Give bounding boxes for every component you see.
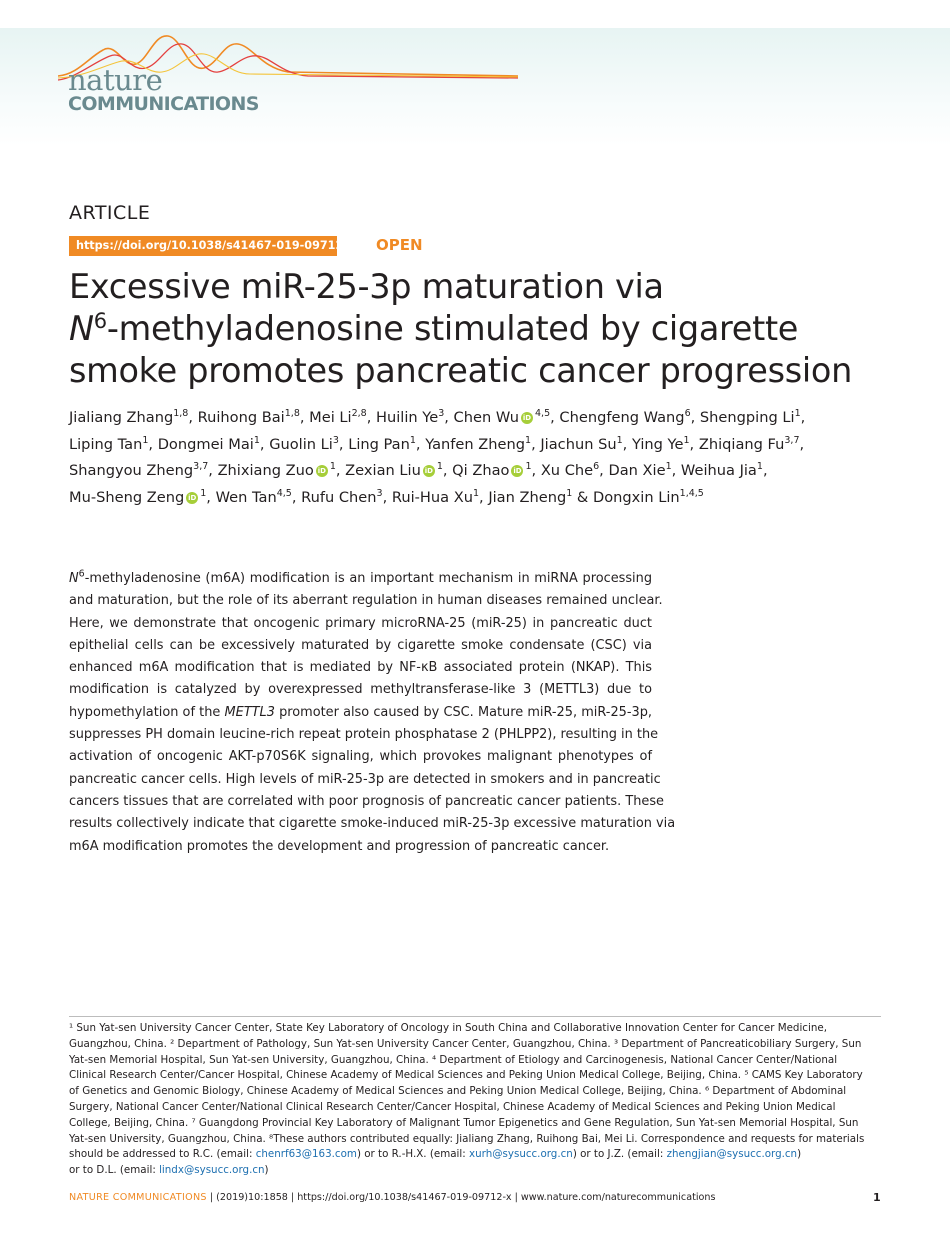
author-list xyxy=(69,405,899,511)
gene-name: METTL3 xyxy=(224,704,275,720)
author-name-text: Jialiang Zhang xyxy=(69,409,174,426)
page-footer xyxy=(69,1192,881,1204)
author-name-text: Chen Wu xyxy=(453,409,520,426)
corr-text: ) xyxy=(264,1164,269,1177)
abstract-text: cancers tissues that are correlated with poor prognosis of pancreatic cancer patients. These xyxy=(69,793,664,809)
author-name[interactable] xyxy=(593,489,704,506)
author-name-text: Rui-Hua Xu xyxy=(391,488,473,506)
page-number: 1 xyxy=(873,1191,881,1204)
author-name-text: Guolin Li xyxy=(269,435,333,453)
author-name-text: Huilin Ye xyxy=(375,409,439,426)
affiliations xyxy=(69,1021,881,1179)
author-name-text: Mei Li xyxy=(309,409,352,426)
author-affiliation-sup: 4,5 xyxy=(276,487,292,499)
author-name[interactable] xyxy=(454,409,551,426)
affiliation-line: Guangzhou, China. ² Department of Pathology, Sun Yat-sen University Cancer Center, Guangzhou, China. ³ Department of Pancreaticobiliary Surgery, Sun xyxy=(69,1037,862,1050)
author-name-text: Shangyou Zheng xyxy=(69,462,194,479)
orcid-icon[interactable]: iD xyxy=(188,493,197,502)
abstract-italic-n: N xyxy=(69,571,79,586)
abstract-text: pancreatic cancer cells. High levels of miR-25-3p are detected in smokers and in pancreatic xyxy=(69,771,661,787)
author-name-text: Ling Pan xyxy=(348,435,410,453)
author-name[interactable] xyxy=(376,409,444,426)
abstract-superscript: 6 xyxy=(78,568,85,580)
author-name[interactable] xyxy=(488,489,572,506)
author-affiliation-sup: 1 xyxy=(472,487,480,499)
author-name-text: Wen Tan xyxy=(215,488,277,506)
correspondence-line xyxy=(69,1163,881,1179)
author-name-text: Shengping Li xyxy=(699,409,795,426)
affiliation-line: Surgery, National Cancer Center/National Clinical Research Center/Cancer Hospital, Chinese Academy of Medical Sciences and Peking Union Medical xyxy=(69,1100,836,1113)
email-link[interactable]: lindx@sysucc.org.cn xyxy=(159,1164,265,1177)
abstract-line xyxy=(69,791,664,813)
abstract-text: epithelial cells can be excessively maturated by cigarette smoke condensate (CSC) via xyxy=(69,637,652,653)
author-affiliation-sup: 3 xyxy=(376,487,383,499)
abstract-text: -methyladenosine (m6A) modification is an important mechanism in miRNA processing xyxy=(84,571,652,586)
author-affiliation-sup: 1 xyxy=(200,487,207,499)
author-name-text: Dongmei Mai xyxy=(157,435,254,453)
corr-text: should be addressed to R.C. (email: xyxy=(69,1148,256,1161)
email-link[interactable]: zhengjian@sysucc.org.cn xyxy=(666,1148,798,1161)
author-affiliation-sup: 4,5 xyxy=(535,408,551,420)
orcid-icon[interactable]: iD xyxy=(424,467,433,475)
abstract-line xyxy=(69,724,659,746)
abstract-text: suppresses PH domain leucine-rich repeat protein phosphatase 2 (PHLPP2), resulting in the xyxy=(69,727,659,743)
title-line: Excessive miR-25-3p maturation via xyxy=(69,267,664,306)
author-affiliation-sup: 1 xyxy=(683,434,690,446)
author-affiliation-sup: 1 xyxy=(253,434,260,446)
author-affiliation-sup: 6 xyxy=(684,408,691,420)
abstract-text: modification is catalyzed by overexpressed methyltransferase-like 3 (METTL3) due to xyxy=(69,682,652,698)
author-name[interactable] xyxy=(452,462,531,479)
author-name[interactable] xyxy=(345,462,443,479)
author-name-text: Jian Zheng xyxy=(488,488,567,506)
corr-text: ) xyxy=(797,1148,802,1161)
author-affiliation-sup: 1 xyxy=(436,461,443,473)
article-title xyxy=(69,266,889,392)
author-name[interactable] xyxy=(608,462,671,479)
author-name-text: Jiachun Su xyxy=(540,435,617,453)
author-affiliation-sup: 3,7 xyxy=(193,461,209,473)
abstract-text: m6A modification promotes the development and progression of pancreatic cancer. xyxy=(69,838,610,854)
author-name-text: Zexian Liu xyxy=(345,462,421,479)
author-name[interactable] xyxy=(269,436,339,453)
abstract-line xyxy=(69,679,652,701)
author-affiliation-sup: 1,8 xyxy=(173,408,189,420)
author-name[interactable] xyxy=(198,409,300,426)
author-affiliation-sup: 1 xyxy=(409,434,416,446)
author-name[interactable] xyxy=(69,409,188,426)
logo-nature-text: nature xyxy=(68,63,163,97)
author-affiliation-sup: 1 xyxy=(756,461,763,473)
author-affiliation-sup: 1 xyxy=(329,461,336,473)
author-name[interactable] xyxy=(541,462,599,479)
author-name[interactable] xyxy=(700,409,801,426)
author-name-text: Zhixiang Zuo xyxy=(217,462,314,479)
title-line xyxy=(69,308,889,350)
author-name[interactable] xyxy=(69,489,206,506)
author-name-text: Qi Zhao xyxy=(452,462,510,479)
abstract-line xyxy=(69,769,661,791)
orcid-icon[interactable]: iD xyxy=(513,467,522,475)
corr-text: or to D.L. (email: xyxy=(69,1164,160,1177)
author-name-text: Ying Ye xyxy=(631,435,684,453)
author-affiliation-sup: 1 xyxy=(525,461,532,473)
author-name[interactable] xyxy=(301,489,382,506)
author-affiliation-sup: 1,4,5 xyxy=(679,487,704,499)
author-affiliation-sup: 3 xyxy=(332,434,339,446)
abstract-line xyxy=(69,657,652,679)
author-line: Shangyou Zheng$^{3,7}$, Zhixiang Zuo iD $^1$, Zexian Liu iD $^1$, Qi Zhao iD $^1$, Xu Che$^6$, Dan Xie$^1$, Weihua Jia$^1$, xyxy=(69,461,768,479)
title-superscript: 6 xyxy=(93,308,107,333)
author-name[interactable] xyxy=(348,436,416,453)
affiliation-line: Yat-sen Memorial Hospital, Sun Yat-sen University, Guangzhou, China. ⁴ Department of Etiology and Carcinogenesis, National Cancer Center/National xyxy=(69,1053,838,1066)
affiliation-line: Clinical Research Center/Cancer Hospital, Chinese Academy of Medical Sciences and Peking Union Medical College, Beijing, China. ⁵ CAMS Key Laboratory xyxy=(69,1069,863,1082)
abstract-line xyxy=(69,590,663,612)
orcid-icon[interactable]: iD xyxy=(522,414,532,422)
author-affiliation-sup: 1 xyxy=(794,408,801,420)
abstract-text: hypomethylation of the xyxy=(69,704,225,720)
author-name[interactable] xyxy=(540,436,622,453)
abstract-text: results collectively indicate that cigarette smoke-induced miR-25-3p excessive maturation via xyxy=(69,816,676,832)
author-name[interactable] xyxy=(69,436,148,453)
author-affiliation-sup: 1 xyxy=(525,434,532,446)
footer-citation: | (2019)10:1858 | https://doi.org/10.1038/s41467-019-09712-x | www.nature.com/naturecommunications xyxy=(206,1192,716,1203)
author-name[interactable] xyxy=(699,436,800,453)
email-link[interactable]: chenrf63@163.com xyxy=(255,1148,357,1161)
author-name[interactable] xyxy=(681,462,763,479)
corr-text: ) or to J.Z. (email: xyxy=(572,1148,667,1161)
affiliation-line: of Genetics and Genomic Biology, Chinese Academy of Medical Sciences and Peking Union Medical College, Beijing, China. ⁶ Department of Abdominal xyxy=(69,1085,847,1098)
footer-journal: NATURE COMMUNICATIONS xyxy=(69,1192,207,1203)
abstract-text: activation of oncogenic AKT-p70S6K signaling, which provokes malignant phenotypes of xyxy=(69,749,652,765)
author-affiliation-sup: 1 xyxy=(566,487,573,499)
title-line-rest: -methyladenosine stimulated by cigarette xyxy=(106,309,799,348)
author-affiliation-sup: 3,7 xyxy=(784,434,800,446)
author-name-text: Yanfen Zheng xyxy=(425,435,526,453)
title-italic-n: N xyxy=(69,309,94,348)
affiliation-line: ¹ Sun Yat-sen University Cancer Center, State Key Laboratory of Oncology in South China and Collaborative Innovation Center for Cancer Medicine, xyxy=(69,1022,827,1034)
abstract-text: enhanced m6A modification that is mediated by NF-κB associated protein (NKAP). This xyxy=(69,660,652,676)
title-line: smoke promotes pancreatic cancer progression xyxy=(69,351,853,390)
author-name-text: Weihua Jia xyxy=(680,462,757,479)
author-name-text: Zhiqiang Fu xyxy=(698,435,785,453)
abstract-text: and maturation, but the role of its aberrant regulation in human diseases remained unclear. xyxy=(69,593,663,609)
author-affiliation-sup: 1 xyxy=(665,461,672,473)
author-name[interactable] xyxy=(69,462,208,479)
author-affiliation-sup: 6 xyxy=(593,461,600,473)
logo-communications-text: COMMUNICATIONS xyxy=(68,93,259,115)
abstract-text: promoter also caused by CSC. Mature miR-25, miR-25-3p, xyxy=(274,704,652,720)
author-line: Jialiang Zhang$^{1,8}$, Ruihong Bai$^{1,8}$, Mei Li$^{2,8}$, Huilin Ye$^3$, Chen Wu iD $^{4,5}$, Chengfeng Wang$^6$, Shengping Li$^1$, xyxy=(69,408,806,426)
author-name-text: Rufu Chen xyxy=(301,488,377,506)
abstract-text: Here, we demonstrate that oncogenic primary microRNA-25 (miR-25) in pancreatic duct xyxy=(69,615,652,631)
email-link[interactable]: xurh@sysucc.org.cn xyxy=(469,1148,573,1161)
author-name[interactable] xyxy=(559,409,690,426)
author-name[interactable] xyxy=(309,409,367,426)
orcid-icon[interactable]: iD xyxy=(317,467,326,475)
author-name-text: Dongxin Lin xyxy=(592,488,680,506)
doi-link[interactable]: https://doi.org/10.1038/s41467-019-09712-x xyxy=(69,236,337,256)
open-access-badge: OPEN xyxy=(376,236,423,254)
abstract xyxy=(69,568,676,858)
author-name-text: Chengfeng Wang xyxy=(559,409,685,426)
author-affiliation-sup: 1,8 xyxy=(284,408,300,420)
article-type-label: ARTICLE xyxy=(69,202,151,224)
author-name[interactable] xyxy=(425,436,531,453)
abstract-line xyxy=(69,702,652,724)
author-line: Mu-Sheng Zeng iD $^1$, Wen Tan$^{4,5}$, Rufu Chen$^3$, Rui-Hua Xu$^1$, Jian Zheng$^1$ & Dongxin Lin$^{1,4,5}$ xyxy=(69,487,704,506)
author-name-text: Dan Xie xyxy=(608,462,666,479)
author-line: Liping Tan$^1$, Dongmei Mai$^1$, Guolin Li$^3$, Ling Pan$^1$, Yanfen Zheng$^1$, Jiachun Su$^1$, Ying Ye$^1$, Zhiqiang Fu$^{3,7}$, xyxy=(69,434,805,453)
abstract-line xyxy=(69,836,652,858)
affiliation-line: Yat-sen University, Guangzhou, China. ⁸These authors contributed equally: Jialiang Zhang, Ruihong Bai, Mei Li. Correspondence and requests for materials xyxy=(69,1132,865,1145)
correspondence-line xyxy=(69,1147,881,1163)
author-affiliation-sup: 1 xyxy=(616,434,623,446)
author-name[interactable] xyxy=(216,489,292,506)
author-name-text: Mu-Sheng Zeng xyxy=(69,488,185,506)
author-name[interactable] xyxy=(218,462,336,479)
author-affiliation-sup: 3 xyxy=(438,408,445,420)
author-name-text: Liping Tan xyxy=(69,435,143,453)
corr-text: ) or to R.-H.X. (email: xyxy=(356,1148,470,1161)
author-name-text: Xu Che xyxy=(540,462,594,479)
abstract-line xyxy=(69,613,652,635)
author-affiliation-sup: 1 xyxy=(142,434,149,446)
abstract-line xyxy=(69,746,652,768)
affiliation-line: College, Beijing, China. ⁷ Guangdong Provincial Key Laboratory of Malignant Tumor Epigenetics and Gene Regulation, Sun Yat-sen Memorial Hospital, Sun xyxy=(69,1116,859,1129)
abstract-line xyxy=(69,568,652,590)
author-name[interactable] xyxy=(392,489,479,506)
author-affiliation-sup: 2,8 xyxy=(351,408,367,420)
abstract-line xyxy=(69,635,652,657)
author-name-text: Ruihong Bai xyxy=(197,409,285,426)
abstract-line xyxy=(69,813,676,835)
author-name[interactable] xyxy=(632,436,690,453)
affiliation-divider xyxy=(69,1016,881,1017)
author-name[interactable] xyxy=(158,436,260,453)
